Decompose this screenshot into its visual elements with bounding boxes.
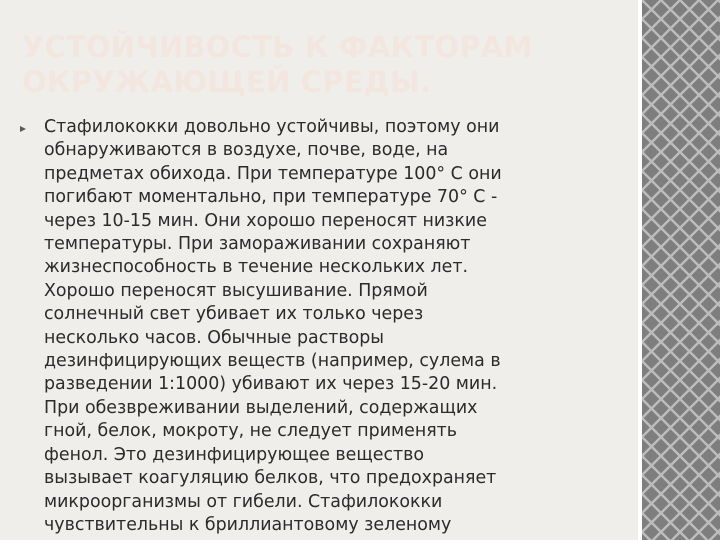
slide-content — [20, 116, 580, 537]
bullet-text: Стафилококки довольно устойчивы, поэтому они обнаруживаются в воздухе, почве, воде, на предметах обихода. При температуре 100° С они погибают моментально, при температуре 70° С - через 10-15 мин. Они хорошо переносят низкие температуры. При замораживании сохраняют жизнеспособность в течение нескольких лет. Хорошо переносят высушивание. Прямой солнечный свет убивает их только через несколько часов. Обычные растворы дезинфицирующих веществ (например, сулема в разведении 1:1000) убивают их через 15-20 мин. При обезвреживании выделений, содержащих гной, белок, мокроту, не следует применять фенол. Это дезинфицирующее вещество вызывает коагуляцию белков, что предохраняет микроорганизмы от гибели. Стафилококки чувствительны к бриллиантовому зеленому — [44, 117, 502, 535]
slide-title: УСТОЙЧИВОСТЬ К ФАКТОРАМ ОКРУЖАЮЩЕЙ СРЕДЫ. — [22, 30, 533, 99]
decorative-pattern-strip — [642, 0, 720, 540]
bullet-marker-icon — [20, 126, 26, 132]
bullet-item — [20, 116, 580, 537]
